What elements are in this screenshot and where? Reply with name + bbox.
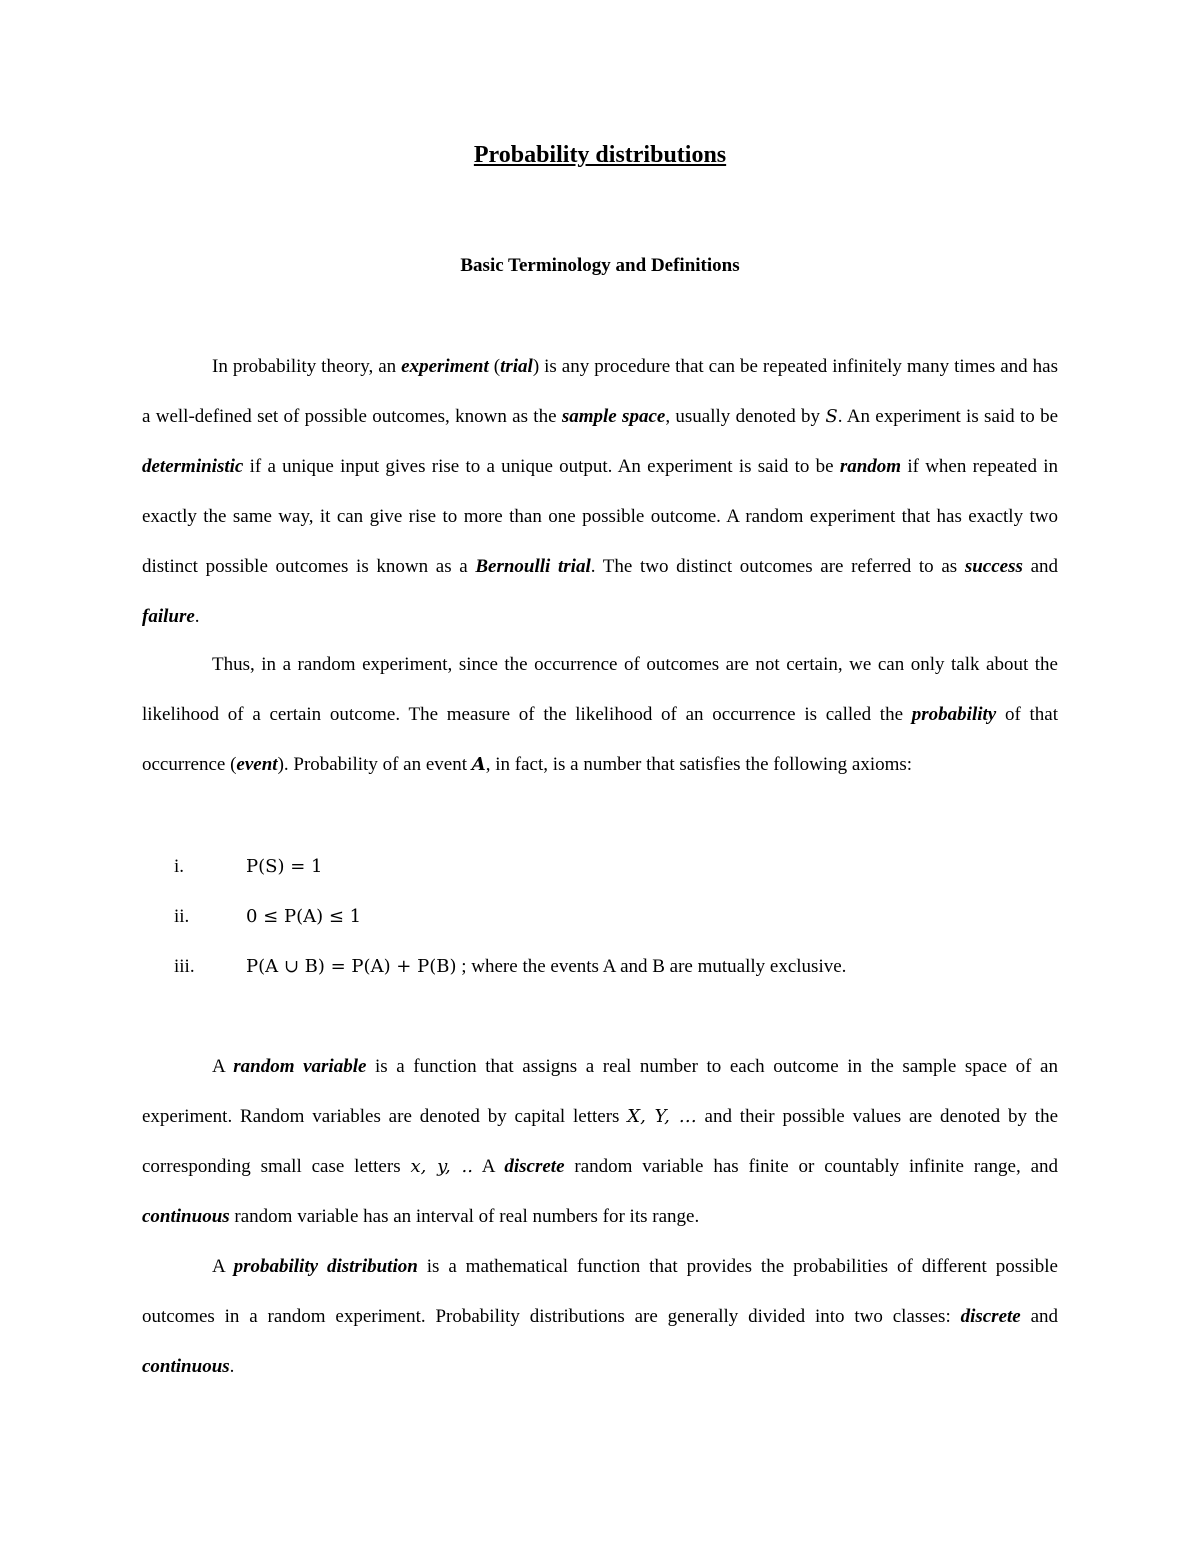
variables-upper: X, Y, … <box>627 1106 697 1127</box>
variable-s: S <box>825 406 838 427</box>
text-run: . <box>229 1356 235 1377</box>
axiom-item <box>0 842 1200 892</box>
paragraph-probability-distribution <box>142 1242 1058 1392</box>
text-run: A <box>212 1056 234 1077</box>
axiom-note: ; where the events A and B are mutually exclusive. <box>456 956 847 977</box>
variables-lower: x, y, .. <box>410 1156 473 1177</box>
term-bernoulli-trial: Bernoulli trial <box>475 556 591 577</box>
text-run: and <box>1022 556 1059 577</box>
term-event: event <box>236 754 278 775</box>
text-run: In probability theory, an <box>212 356 402 377</box>
axiom-number: i. <box>174 856 185 877</box>
text-run: is a function that assigns a real number to each outcome in the sample space of an experiment. Random variables are denoted by capital letters <box>142 1056 1058 1127</box>
paragraph-random-variable <box>142 1042 1058 1242</box>
term-experiment: experiment <box>401 356 489 377</box>
text-run: is a mathematical function that provides the probabilities of different possible outcomes in a random experiment. Probability distributions are generally divided into two classes: <box>142 1256 1058 1327</box>
term-sample-space: sample space <box>561 406 666 427</box>
term-trial: trial <box>500 356 533 377</box>
term-failure: failure <box>142 606 195 627</box>
text-run: random variable has finite or countably infinite range, and <box>564 1156 1059 1177</box>
text-run: A <box>212 1256 234 1277</box>
paragraph-probability <box>142 640 1058 790</box>
term-deterministic: deterministic <box>142 456 244 477</box>
term-success: success <box>964 556 1023 577</box>
term-probability-distribution: probability distribution <box>233 1256 418 1277</box>
text-run: . The two distinct outcomes are referred to as <box>590 556 965 577</box>
text-run: and <box>1020 1306 1059 1327</box>
text-run: Thus, in a random experiment, since the occurrence of outcomes are not certain, we can only talk about the likelihood of a certain outcome. The measure of the likelihood of an occurrence is called the <box>142 654 1058 725</box>
text-run: of that occurrence ( <box>142 704 1058 775</box>
text-run: A <box>472 1156 505 1177</box>
text-run: , in fact, is a number that satisfies the following axioms: <box>485 754 913 775</box>
text-run: random variable has an interval of real numbers for its range. <box>229 1206 700 1227</box>
document-title: Probability distributions <box>473 142 727 168</box>
axiom-expression: P(S) = 1 <box>246 856 323 877</box>
text-run: ( <box>488 356 501 377</box>
term-random-variable: random variable <box>233 1056 367 1077</box>
term-discrete: discrete <box>960 1306 1021 1327</box>
text-run: if when repeated in exactly the same way, it can give rise to more than one possible outcome. A random experiment that has exactly two distinct possible outcomes is known as a <box>142 456 1058 577</box>
text-run: ) is any procedure that can be repeated infinitely many times and has a well-defined set of possible outcomes, known as the <box>142 356 1059 427</box>
axiom-number: iii. <box>174 956 195 977</box>
text-run: and their possible values are denoted by the corresponding small case letters <box>142 1106 1059 1177</box>
text-run: . <box>194 606 200 627</box>
text-run: ). Probability of an event <box>277 754 472 775</box>
term-discrete: discrete <box>504 1156 565 1177</box>
axiom-item <box>0 892 1200 942</box>
text-run: if a unique input gives rise to a unique output. An experiment is said to be <box>243 456 840 477</box>
term-continuous: continuous <box>142 1356 230 1377</box>
paragraph-experiment <box>142 342 1058 642</box>
term-continuous: continuous <box>142 1206 230 1227</box>
text-run: , usually denoted by <box>665 406 826 427</box>
section-heading: Basic Terminology and Definitions <box>460 255 740 276</box>
term-probability: probability <box>911 704 997 725</box>
variable-a: A <box>471 754 486 775</box>
term-random: random <box>839 456 902 477</box>
text-run: . An experiment is said to be <box>837 406 1058 427</box>
axiom-expression-with-note <box>246 942 846 992</box>
axiom-item <box>0 942 1200 992</box>
axiom-expression: 0 ≤ P(A) ≤ 1 <box>246 906 362 927</box>
axiom-expression: P(A ∪ B) = P(A) + P(B) <box>246 956 457 977</box>
axiom-number: ii. <box>174 906 190 927</box>
